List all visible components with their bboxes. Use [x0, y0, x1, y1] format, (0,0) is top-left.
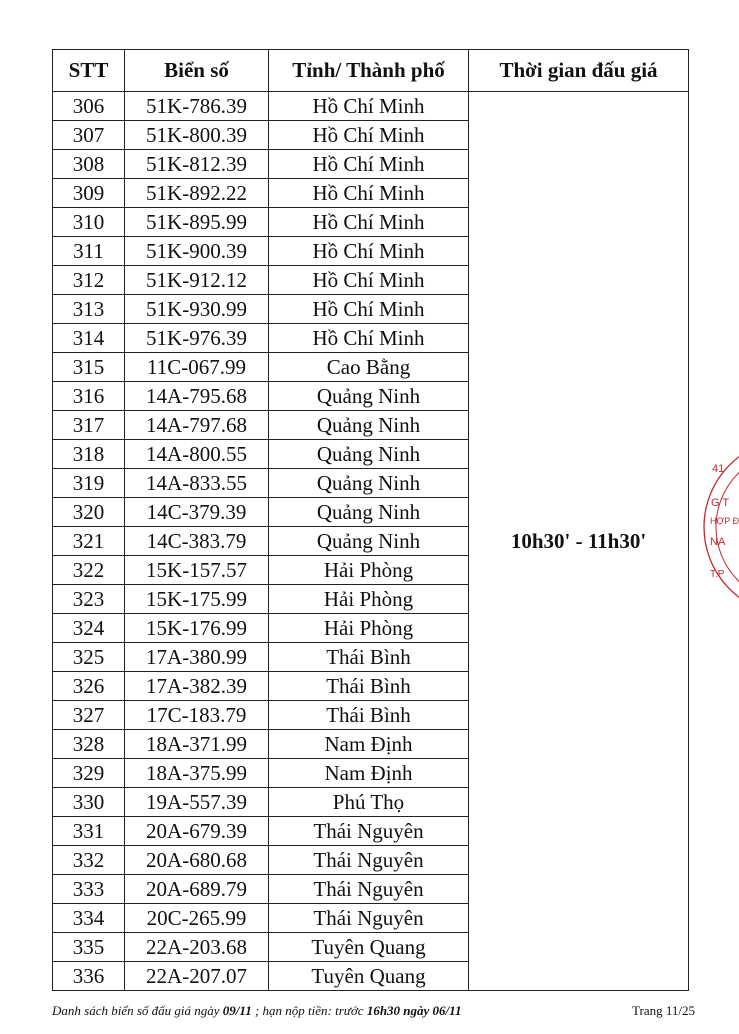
plate-number-cell: 15K-176.99: [125, 614, 269, 643]
stt-cell: 331: [53, 817, 125, 846]
plate-number-cell: 20A-680.68: [125, 846, 269, 875]
stt-cell: 306: [53, 92, 125, 121]
plate-number-cell: 14A-833.55: [125, 469, 269, 498]
plate-number-cell: 15K-175.99: [125, 585, 269, 614]
stt-cell: 311: [53, 237, 125, 266]
header-plate-number: Biển số: [125, 50, 269, 92]
province-cell: Hồ Chí Minh: [269, 266, 469, 295]
stamp-text-2: G T: [711, 497, 730, 509]
province-cell: Quảng Ninh: [269, 382, 469, 411]
stt-cell: 335: [53, 933, 125, 962]
province-cell: Cao Bằng: [269, 353, 469, 382]
province-cell: Hồ Chí Minh: [269, 121, 469, 150]
stamp-outline: [700, 455, 730, 605]
header-auction-time: Thời gian đấu giá: [469, 50, 689, 92]
province-cell: Tuyên Quang: [269, 933, 469, 962]
province-cell: Hồ Chí Minh: [269, 237, 469, 266]
province-cell: Quảng Ninh: [269, 498, 469, 527]
province-cell: Hồ Chí Minh: [269, 179, 469, 208]
stt-cell: 313: [53, 295, 125, 324]
province-cell: Quảng Ninh: [269, 440, 469, 469]
province-cell: Hồ Chí Minh: [269, 92, 469, 121]
stt-cell: 332: [53, 846, 125, 875]
stt-cell: 308: [53, 150, 125, 179]
stt-cell: 316: [53, 382, 125, 411]
stt-cell: 307: [53, 121, 125, 150]
stt-cell: 328: [53, 730, 125, 759]
stt-cell: 327: [53, 701, 125, 730]
plate-number-cell: 14C-379.39: [125, 498, 269, 527]
footer-note: [52, 1003, 461, 1019]
plate-number-cell: 17C-183.79: [125, 701, 269, 730]
table-header-row: [53, 50, 689, 92]
province-cell: Hồ Chí Minh: [269, 150, 469, 179]
stt-cell: 312: [53, 266, 125, 295]
province-cell: Phú Thọ: [269, 788, 469, 817]
stt-cell: 329: [53, 759, 125, 788]
plate-number-cell: 14A-797.68: [125, 411, 269, 440]
stt-cell: 321: [53, 527, 125, 556]
province-cell: Thái Bình: [269, 643, 469, 672]
plate-number-cell: 51K-912.12: [125, 266, 269, 295]
province-cell: Quảng Ninh: [269, 411, 469, 440]
stt-cell: 325: [53, 643, 125, 672]
plate-number-cell: 15K-157.57: [125, 556, 269, 585]
page-footer: [52, 1003, 695, 1021]
plate-number-cell: 20C-265.99: [125, 904, 269, 933]
stt-cell: 322: [53, 556, 125, 585]
plate-number-cell: 17A-380.99: [125, 643, 269, 672]
province-cell: Thái Bình: [269, 701, 469, 730]
province-cell: Thái Nguyên: [269, 817, 469, 846]
plate-number-cell: 19A-557.39: [125, 788, 269, 817]
province-cell: Nam Định: [269, 730, 469, 759]
plate-number-cell: 51K-930.99: [125, 295, 269, 324]
stt-cell: 317: [53, 411, 125, 440]
plate-number-cell: 20A-689.79: [125, 875, 269, 904]
province-cell: Nam Định: [269, 759, 469, 788]
header-stt: STT: [53, 50, 125, 92]
stt-cell: 310: [53, 208, 125, 237]
province-cell: Hải Phòng: [269, 614, 469, 643]
province-cell: Hải Phòng: [269, 585, 469, 614]
plate-number-cell: 14C-383.79: [125, 527, 269, 556]
stt-cell: 309: [53, 179, 125, 208]
plate-number-cell: 14A-795.68: [125, 382, 269, 411]
plate-number-cell: 20A-679.39: [125, 817, 269, 846]
stamp-text-4: NA: [710, 536, 726, 548]
province-cell: Thái Nguyên: [269, 904, 469, 933]
plate-number-cell: 51K-892.22: [125, 179, 269, 208]
footer-note-middle: ; hạn nộp tiền: trước: [251, 1003, 367, 1018]
province-cell: Hồ Chí Minh: [269, 208, 469, 237]
footer-note-prefix: Danh sách biển số đấu giá ngày: [52, 1003, 223, 1018]
province-cell: Quảng Ninh: [269, 527, 469, 556]
plate-number-cell: 51K-976.39: [125, 324, 269, 353]
province-cell: Thái Nguyên: [269, 875, 469, 904]
stt-cell: 320: [53, 498, 125, 527]
red-stamp-fragment: [700, 455, 739, 605]
province-cell: Hồ Chí Minh: [269, 324, 469, 353]
stt-cell: 318: [53, 440, 125, 469]
stamp-text-3: HỢP Đ: [710, 516, 739, 526]
stt-cell: 326: [53, 672, 125, 701]
table-row: [53, 92, 689, 121]
table-body: [53, 92, 689, 991]
province-cell: Tuyên Quang: [269, 962, 469, 991]
province-cell: Hải Phòng: [269, 556, 469, 585]
plate-number-cell: 17A-382.39: [125, 672, 269, 701]
auction-time-cell: 10h30' - 11h30': [469, 92, 689, 991]
plate-number-cell: 11C-067.99: [125, 353, 269, 382]
plate-number-cell: 22A-203.68: [125, 933, 269, 962]
stt-cell: 319: [53, 469, 125, 498]
stamp-text-5: T.P: [710, 569, 725, 580]
page-number: Trang 11/25: [632, 1003, 695, 1018]
stt-cell: 315: [53, 353, 125, 382]
plate-number-cell: 22A-207.07: [125, 962, 269, 991]
plate-number-cell: 51K-786.39: [125, 92, 269, 121]
stt-cell: 333: [53, 875, 125, 904]
plate-number-cell: 18A-375.99: [125, 759, 269, 788]
stt-cell: 330: [53, 788, 125, 817]
stt-cell: 314: [53, 324, 125, 353]
footer-auction-date: 09/11: [222, 1003, 252, 1018]
footer-deadline: 16h30 ngày 06/11: [366, 1003, 462, 1018]
stt-cell: 324: [53, 614, 125, 643]
stt-cell: 336: [53, 962, 125, 991]
plate-number-cell: 14A-800.55: [125, 440, 269, 469]
plate-number-cell: 51K-895.99: [125, 208, 269, 237]
stt-cell: 323: [53, 585, 125, 614]
stamp-text-1: 41: [712, 463, 725, 475]
province-cell: Quảng Ninh: [269, 469, 469, 498]
province-cell: Thái Bình: [269, 672, 469, 701]
header-province: Tỉnh/ Thành phố: [269, 50, 469, 92]
plate-number-cell: 51K-812.39: [125, 150, 269, 179]
plate-number-cell: 51K-800.39: [125, 121, 269, 150]
province-cell: Hồ Chí Minh: [269, 295, 469, 324]
plate-number-cell: 18A-371.99: [125, 730, 269, 759]
province-cell: Thái Nguyên: [269, 846, 469, 875]
plate-auction-table: [52, 49, 689, 991]
plate-number-cell: 51K-900.39: [125, 237, 269, 266]
stt-cell: 334: [53, 904, 125, 933]
